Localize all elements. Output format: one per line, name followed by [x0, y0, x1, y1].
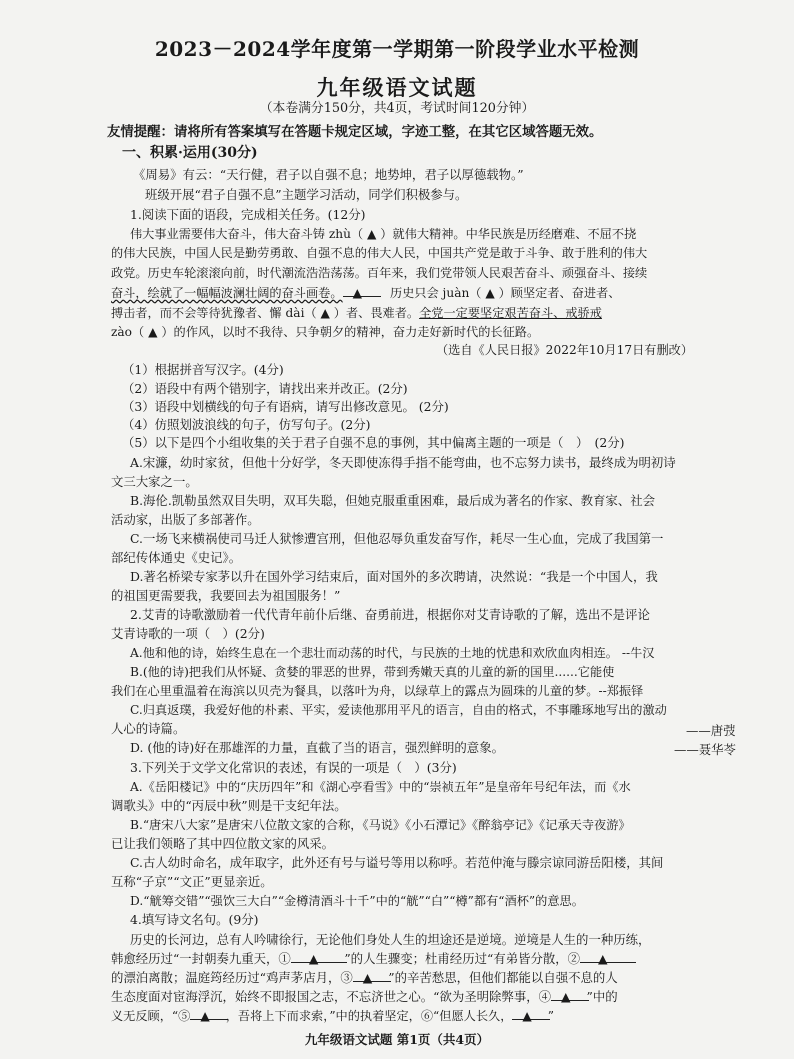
- passage-line: 政党。历史车轮滚滚向前，时代潮流浩浩荡荡。百年来，我们党带领人民艰苦奋斗、顽强奋斗、接续: [111, 266, 648, 280]
- blank-mark: ▲: [522, 1009, 532, 1023]
- exam-info: （本卷满分150分，共4页，考试时间120分钟）: [259, 101, 535, 116]
- text-line: 《周易》有云：“天行健，君子以自强不息；地势坤，君子以厚德载物。”: [133, 167, 524, 182]
- option-text: 互称“子京”“文正”更显亲近。: [111, 874, 273, 889]
- fill-line: [111, 1008, 554, 1024]
- blank-mark: ▲: [598, 951, 608, 966]
- section-heading: 一、积累·运用(30分): [122, 145, 258, 161]
- exam-subtitle: 九年级语文试题: [316, 75, 478, 100]
- question-2: 2.艾青的诗歌激励着一代代青年前仆后继、奋勇前进，根据你对艾青诗歌的了解，选出不是评论: [130, 607, 650, 622]
- option-a: A.宋濂，幼时家贫，但他十分好学，冬天即使冻得手指不能弯曲，也不忘努力读书，最终成为明初诗: [130, 455, 676, 470]
- wavy-underline-sentence: 奋斗，绘就了一幅幅波澜壮阔的奋斗画卷。: [111, 286, 343, 300]
- option-text: 已让我们领略了其中四位散文家的风采。: [111, 836, 335, 851]
- question-3: 3.下列关于文学文化常识的表述，有误的一项是（ ）(3分): [130, 760, 457, 775]
- question-4: 4.填写诗文名句。(9分): [130, 912, 259, 927]
- fill-text: 义无反顾，“⑤: [111, 1009, 191, 1023]
- passage-text: 搏击者，而不会等待犹豫者、懈 dài（ ▲ ）者、畏难者。: [111, 306, 420, 320]
- blank-mark: ▲: [352, 286, 362, 300]
- fill-line: [111, 989, 618, 1005]
- notice: [107, 124, 602, 140]
- option-text: 部纪传体通史《史记》。: [111, 550, 242, 565]
- fill-text: ”: [547, 1009, 555, 1023]
- subquestion: （5）以下是四个小组收集的关于君子自强不息的事例，其中偏离主题的一项是（ ） (2分): [122, 435, 625, 450]
- passage-line: [111, 285, 621, 301]
- text-line: 历史的长河边，总有人吟啸徐行，无论他们身处人生的坦途还是逆境。逆境是人生的一种历练，: [130, 932, 651, 947]
- fill-line: [111, 970, 618, 986]
- passage-source: （选自《人民日报》2022年10月17日有删改）: [436, 343, 694, 357]
- blank-mark: ▲: [362, 970, 373, 985]
- fill-text: 韩愈经历过“一封朝奏九重天，①: [111, 951, 291, 966]
- fill-text: ”中的: [586, 989, 618, 1004]
- subquestion: （1）根据拼音写汉字。(4分): [122, 362, 284, 377]
- option-b: B.“唐宋八大家”是唐宋八位散文家的合称，《马说》《小石潭记》《醉翁亭记》《记承天寺夜游》: [130, 818, 631, 832]
- passage-line: zào（ ▲ ）的作风，以时不我待、只争朝夕的精神，奋力走好新时代的长征路。: [111, 325, 540, 339]
- fill-text: 的漂泊离散；温庭筠经历过“鸡声茅店月，③: [111, 970, 353, 985]
- fill-text: ”的人生骤变；杜甫经历过“有弟皆分散，②: [344, 951, 581, 966]
- option-text: 人心的诗篇。: [111, 721, 186, 736]
- fill-text: ，吾将上下而求索，”中的执着坚定，⑥“但愿人长久，: [225, 1009, 513, 1023]
- text-line: 班级开展“君子自强不息”主题学习活动，同学们积极参与。: [145, 187, 468, 202]
- notice-label: 友情提醒：: [107, 124, 174, 140]
- attribution: ——唐弢: [686, 723, 736, 738]
- option-text: 的祖国更需要我，我要回去为祖国服务！”: [111, 588, 341, 603]
- blank-mark: ▲: [308, 951, 319, 966]
- blank-mark: ▲: [561, 989, 571, 1004]
- question-text: 艾青诗歌的一项（ ）(2分): [111, 626, 265, 641]
- fill-text: ”的辛苦愁思，但他们都能以自强不息的人: [388, 970, 618, 985]
- passage-line: 的伟大民族，中国人民是勤劳勇敢、自强不息的伟大人民，中国共产党是敢于斗争、敢于胜利的伟大: [111, 246, 648, 260]
- option-b: B.海伦.凯勒虽然双目失明，双耳失聪，但她克服重重困难，最后成为著名的作家、教育家、社会: [130, 493, 655, 508]
- subquestion: （2）语段中有两个错别字，请找出来并改正。(2分): [122, 381, 408, 396]
- option-c: C.古人幼时命名，成年取字，此外还有号与谥号等用以称呼。若范仲淹与滕宗谅同游岳阳楼，其间: [130, 855, 664, 870]
- option-c: C.一场飞来横祸使司马迁人狱惨遭宫刑，但他忍辱负重发奋写作，耗尽一生心血，完成了我国第一: [130, 531, 664, 546]
- option-b: B.(他的诗)把我们从怀疑、贪婪的罪恶的世界，带到秀嫩天真的儿童的新的国里......它能使: [130, 665, 615, 679]
- option-d: D.“觥筹交错”“强饮三大白”“金樽清酒斗十千”中的“觥”“白”“樽”都有“酒杯”的意思。: [130, 894, 584, 908]
- passage-line: 伟大事业需要伟大奋斗，伟大奋斗铸 zhù（ ▲ ）就伟大精神。中华民族是历经磨难、不屈不挠: [130, 227, 637, 241]
- page-footer: 九年级语文试题 第1页（共4页）: [304, 1032, 490, 1047]
- option-d: D. (他的诗)好在那雄浑的力量，直截了当的语言，强烈鲜明的意象。: [130, 740, 504, 755]
- exam-title: 2023－2024学年度第一学期第一阶段学业水平检测: [154, 37, 640, 61]
- option-text: 活动家，出版了多部著作。: [111, 512, 260, 527]
- passage-line: [111, 305, 602, 321]
- blank-mark: ▲: [200, 1009, 210, 1023]
- subquestion: （4）仿照划波浪线的句子，仿写句子。(2分): [122, 417, 371, 432]
- fill-line: [111, 951, 646, 967]
- passage-text: 历史只会 juàn（ ▲ ）顾坚定者、奋进者、: [389, 286, 621, 300]
- option-text: 我们在心里重温着在海滨以贝壳为餐具，以落叶为舟，以绿草上的露点为圆珠的儿童的梦。--郑振铎: [111, 684, 644, 698]
- option-c: C.归真返璞，我爱好他的朴素、平实，爱读他那用平凡的语言，自由的格式，不事雕琢地写出的激动: [130, 703, 667, 717]
- underlined-sentence: 全党一定要坚定艰苦奋斗、戒骄戒: [419, 306, 602, 320]
- question-1-heading: 1.阅读下面的语段，完成相关任务。(12分): [130, 207, 366, 222]
- option-a: A.《岳阳楼记》中的“庆历四年”和《湖心亭看雪》中的“崇祯五年”是皇帝年号纪年法，而《水: [130, 780, 631, 794]
- option-text: 调歌头》中的“丙辰中秋”则是干支纪年法。: [111, 798, 347, 813]
- fill-text: 生态度面对宦海浮沉，始终不即报国之志，不忘济世之心。“欲为圣明除弊事，④: [111, 989, 552, 1004]
- option-a: A.他和他的诗，始终生息在一个悲壮而动荡的时代，与民族的土地的忧患和欢欣血肉相连。 --牛汉: [130, 646, 655, 660]
- attribution: ——聂华苓: [674, 742, 736, 757]
- option-d: D.著名桥梁专家茅以升在国外学习结束后，面对国外的多次聘请，决然说：“我是一个中国人，我: [130, 569, 658, 584]
- answer-blank-2: [580, 951, 636, 963]
- notice-text: 请将所有答案填写在答题卡规定区域，字迹工整，在其它区域答题无效。: [173, 124, 603, 140]
- subquestion: （3）语段中划横线的句子有语病，请写出修改意见。 (2分): [122, 399, 449, 414]
- answer-blank-1: [291, 951, 347, 963]
- option-text: 文三大家之一。: [111, 474, 198, 489]
